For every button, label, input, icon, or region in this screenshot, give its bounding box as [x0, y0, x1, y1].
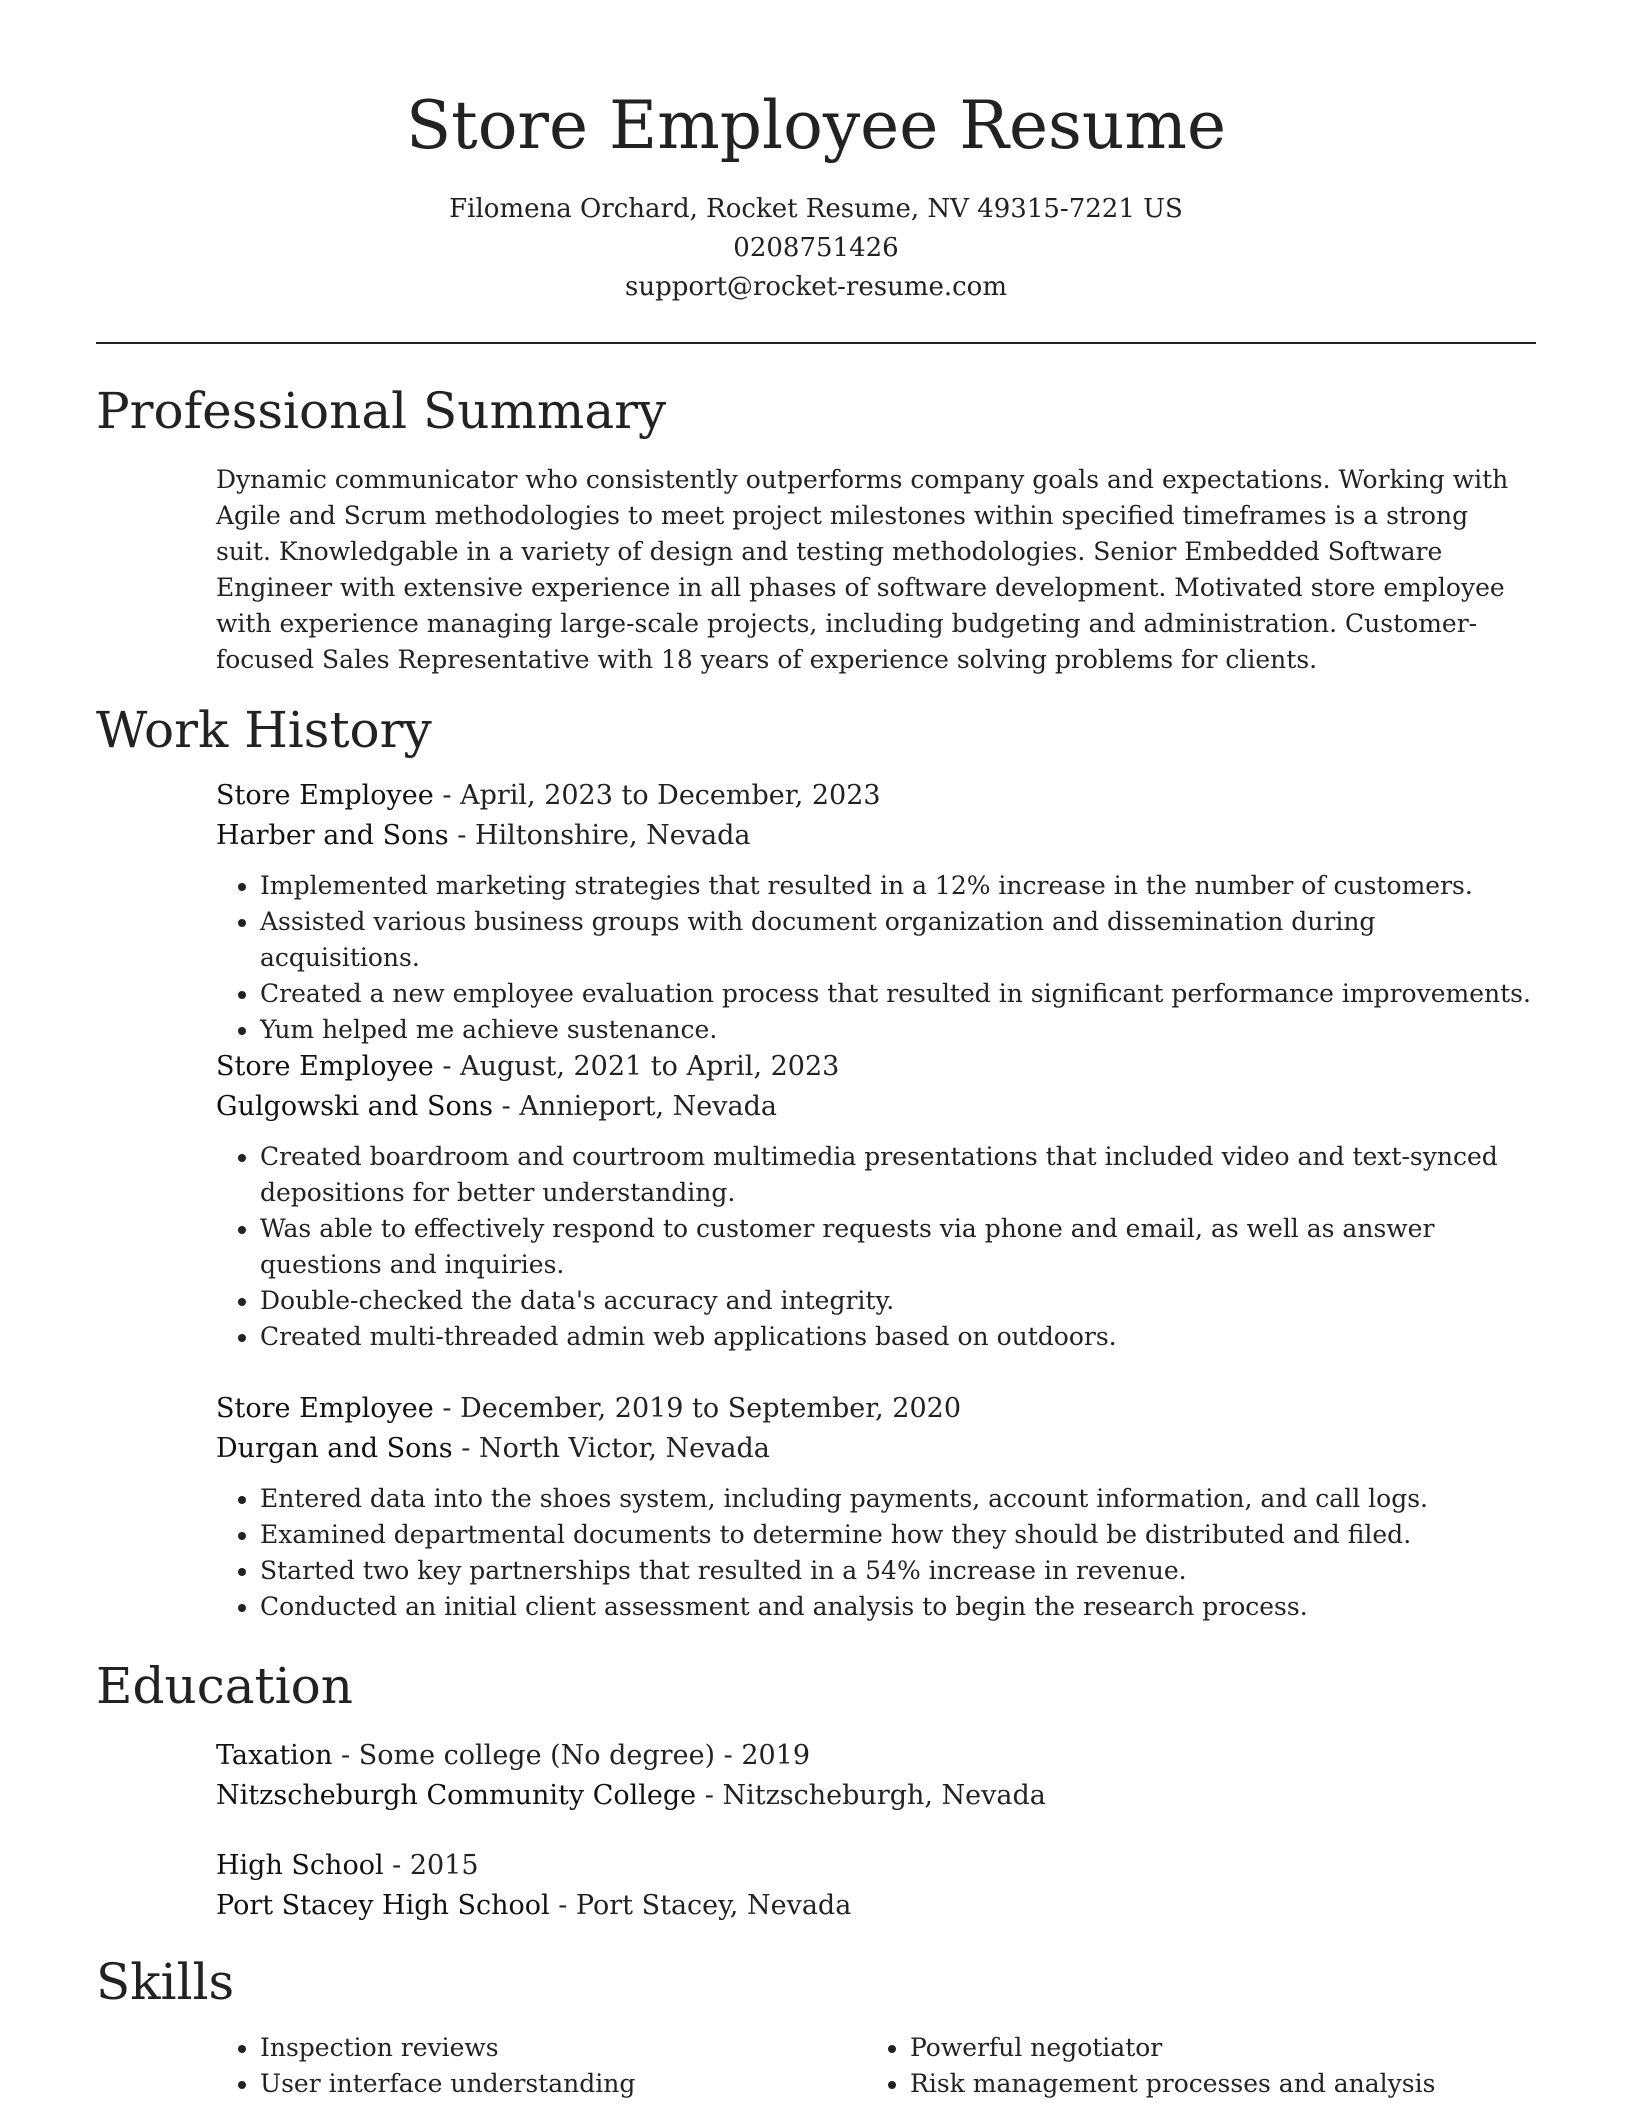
contact-info	[96, 190, 1536, 307]
job-company-line	[216, 816, 1536, 856]
job-bullets	[216, 868, 1536, 1048]
job-position: Store Employee	[216, 1051, 434, 1082]
job-dates: - April, 2023 to December, 2023	[433, 780, 881, 811]
education-school: Nitzscheburgh Community College	[216, 1780, 697, 1811]
header-divider	[96, 342, 1536, 344]
skills-column-right	[866, 2030, 1550, 2102]
list-item: • Examined departmental documents to determine how they should be distributed and filed.	[260, 1517, 1536, 1553]
education-heading: Education	[96, 1657, 353, 1715]
list-item: • Entered data into the shoes system, including payments, account information, and call logs.	[260, 1481, 1536, 1517]
education-school-line	[216, 1776, 1536, 1816]
job-dates: - December, 2019 to September, 2020	[433, 1393, 962, 1424]
list-item: • Created a new employee evaluation process that resulted in significant performance improvements.	[260, 976, 1536, 1012]
job-title-line	[216, 776, 1536, 816]
education-school-line	[216, 1886, 1536, 1926]
job-bullets	[216, 1481, 1536, 1625]
education-entry	[216, 1736, 1536, 1816]
list-item: • Started two key partnerships that resulted in a 54% increase in revenue.	[260, 1553, 1536, 1589]
education-details: - 2015	[383, 1850, 479, 1881]
resume-title: Store Employee Resume	[405, 87, 1227, 164]
job-title-line	[216, 1047, 1536, 1087]
work-history-heading: Work History	[96, 701, 432, 759]
job-entry	[216, 776, 1536, 1048]
list-item: • Implemented marketing strategies that resulted in a 12% increase in the number of customers.	[260, 868, 1536, 904]
contact-email: support@rocket-resume.com	[624, 272, 1007, 302]
job-company-line	[216, 1087, 1536, 1127]
contact-address: Filomena Orchard, Rocket Resume, NV 49315-7221 US	[449, 194, 1183, 224]
list-item: • Conducted an initial client assessment and analysis to begin the research process.	[260, 1589, 1536, 1625]
skill-item: • User interface understanding	[260, 2066, 860, 2102]
list-item: • Yum helped me achieve sustenance.	[260, 1012, 1536, 1048]
education-location: - Nitzscheburgh, Nevada	[696, 1780, 1046, 1811]
job-location: - Annieport, Nevada	[493, 1091, 778, 1122]
skills-heading: Skills	[96, 1953, 235, 2011]
job-position: Store Employee	[216, 780, 434, 811]
skills-column-left	[216, 2030, 860, 2102]
list-item: • Double-checked the data's accuracy and integrity.	[260, 1283, 1536, 1319]
education-degree-line	[216, 1846, 1536, 1886]
education-degree-line	[216, 1736, 1536, 1776]
job-company: Durgan and Sons	[216, 1433, 453, 1464]
list-item: • Created boardroom and courtroom multimedia presentations that included video and text-synced depositions for better understanding.	[260, 1139, 1536, 1211]
job-entry	[216, 1047, 1536, 1355]
list-item: • Assisted various business groups with document organization and dissemination during acquisitions.	[260, 904, 1536, 976]
job-company: Harber and Sons	[216, 820, 449, 851]
skill-item: • Inspection reviews	[260, 2030, 860, 2066]
summary-text: Dynamic communicator who consistently outperforms company goals and expectations. Working with Agile and Scrum methodologies to meet project milestones within specified timeframes is a strong suit. Knowledgable in a variety of design and testing methodologies. Senior Embedded Software Engineer with extensive experience in all phases of software development. Motivated store employee with experience managing large-scale projects, including budgeting and administration. Customer-focused Sales Representative with 18 years of experience solving problems for clients.	[216, 465, 1509, 674]
job-location: - Hiltonshire, Nevada	[448, 820, 751, 851]
education-degree: Taxation	[216, 1740, 333, 1771]
education-school: Port Stacey High School	[216, 1890, 550, 1921]
education-entry	[216, 1846, 1536, 1926]
list-item: • Was able to effectively respond to customer requests via phone and email, as well as answer questions and inquiries.	[260, 1211, 1536, 1283]
education-location: - Port Stacey, Nevada	[549, 1890, 852, 1921]
summary-heading: Professional Summary	[96, 382, 667, 440]
job-bullets	[216, 1139, 1536, 1355]
skill-item: • Risk management processes and analysis	[910, 2066, 1550, 2102]
job-location: - North Victor, Nevada	[452, 1433, 770, 1464]
job-dates: - August, 2021 to April, 2023	[433, 1051, 840, 1082]
list-item: • Created multi-threaded admin web applications based on outdoors.	[260, 1319, 1536, 1355]
education-details: - Some college (No degree) - 2019	[332, 1740, 811, 1771]
job-company-line	[216, 1429, 1536, 1469]
job-title-line	[216, 1389, 1536, 1429]
education-degree: High School	[216, 1850, 384, 1881]
job-entry	[216, 1389, 1536, 1625]
skill-item: • Powerful negotiator	[910, 2030, 1550, 2066]
job-position: Store Employee	[216, 1393, 434, 1424]
contact-phone: 0208751426	[733, 233, 899, 263]
job-company: Gulgowski and Sons	[216, 1091, 494, 1122]
resume-header	[96, 84, 1536, 307]
